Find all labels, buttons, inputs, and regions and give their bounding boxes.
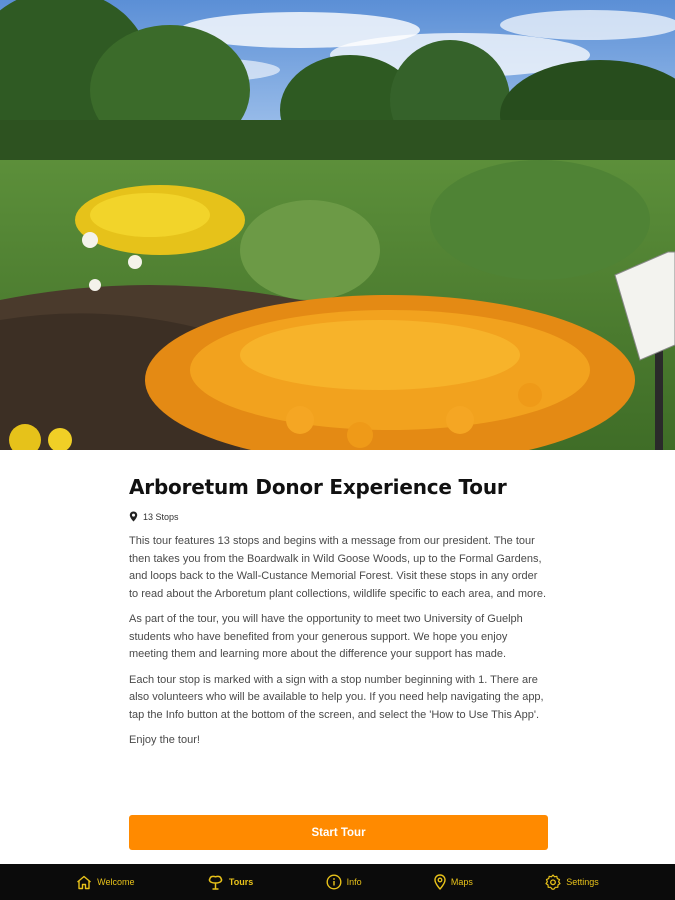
nav-label-maps: Maps — [450, 877, 473, 887]
start-tour-button[interactable]: Start Tour — [129, 815, 548, 850]
description-paragraph: This tour features 13 stops and begins with a message from our president. The tour then takes you from the Boardwalk in Wild Goose Woods, up to the Formal Gardens, and loops back to the Wall-Custance Memorial Forest. Visit these stops in any order to read about the Arboretum plant collections, wildlife specific to each area, and more. — [129, 535, 547, 600]
description-paragraph: Enjoy the tour! — [129, 734, 200, 746]
tour-details — [129, 450, 548, 750]
nav-item-maps[interactable] — [434, 874, 473, 890]
description-paragraph: As part of the tour, you will have the opportunity to meet two University of Guelph students who have benefited from your generous support. We hope you enjoy meeting them and learning more about the difference your support has made. — [129, 613, 523, 660]
nav-label-info: Info — [346, 877, 362, 887]
stops-label: 13 Stops — [143, 511, 179, 522]
tour-title: Arboretum Donor Experience Tour — [129, 475, 507, 499]
home-icon — [76, 875, 92, 890]
nav-label-tours: Tours — [228, 877, 254, 887]
nav-item-welcome[interactable] — [76, 875, 134, 890]
bottom-navigation — [0, 864, 675, 900]
gear-icon — [545, 874, 561, 890]
nav-item-settings[interactable] — [545, 874, 599, 890]
description-paragraph: Each tour stop is marked with a sign with a stop number beginning with 1. There are also volunteers who will be available to help you. If you need help navigating the app, tap the Info button at the bottom of the screen, and select the 'How to Use This App'. — [129, 673, 544, 721]
nav-label-welcome: Welcome — [97, 877, 135, 887]
nav-item-tours[interactable] — [207, 875, 253, 890]
stops-count — [129, 511, 548, 522]
tree-icon — [207, 875, 224, 890]
info-icon — [326, 874, 342, 890]
location-pin-icon — [129, 511, 138, 522]
tour-description — [129, 533, 548, 750]
nav-item-info[interactable] — [326, 874, 362, 890]
map-pin-icon — [434, 874, 446, 890]
nav-label-settings: Settings — [566, 877, 599, 887]
